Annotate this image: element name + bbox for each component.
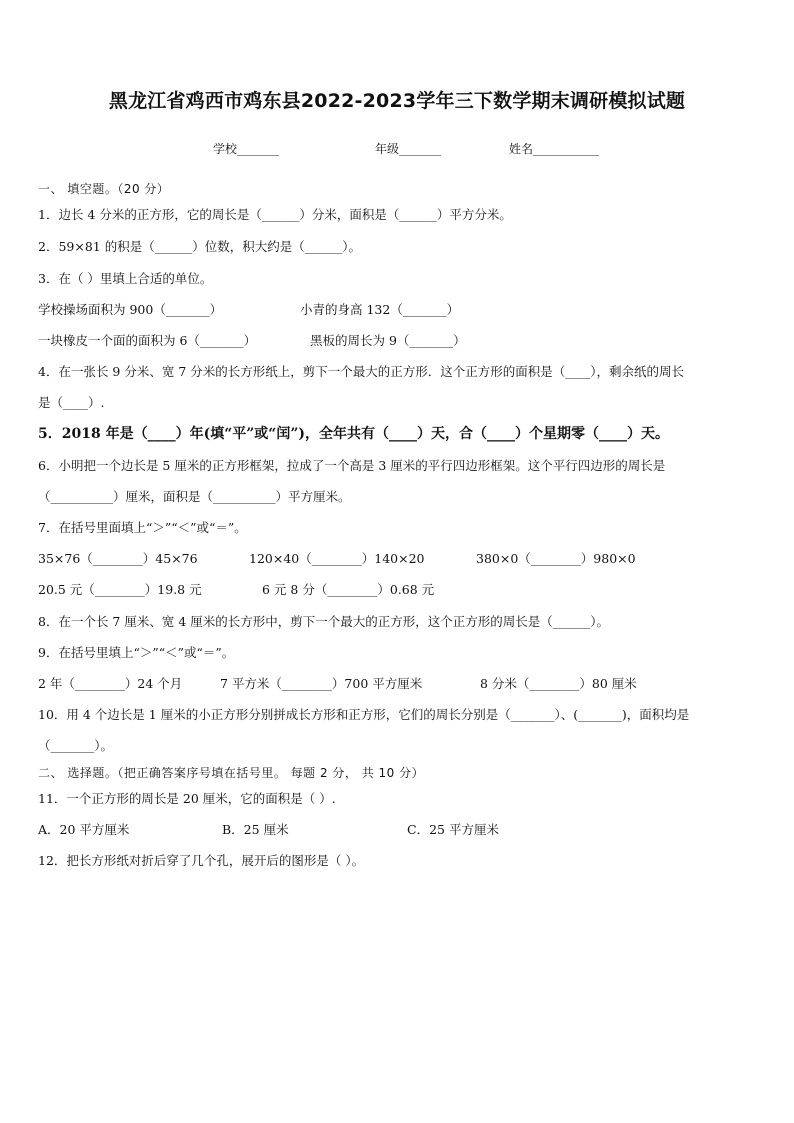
question-9-item-c: 8 分米（________）80 厘米 [480, 676, 637, 691]
section-heading-fill-blank: 一、 填空题。（20 分） [38, 182, 170, 196]
question-6-line-1: 6．小明把一个边长是 5 厘米的正方形框架，拉成了一个高是 3 厘米的平行四边形框架。这个平行四边形的周长是 [38, 458, 666, 473]
question-7-item-a: 35×76（________）45×76 [38, 551, 198, 566]
question-10-line-2: （_______）。 [38, 738, 114, 753]
question-3: 3．在（ ）里填上合适的单位。 [38, 271, 213, 286]
question-7-item-d: 20.5 元（________）19.8 元 [38, 582, 202, 597]
question-7: 7．在括号里面填上“＞”“＜”或“＝”。 [38, 520, 247, 535]
question-7-item-c: 380×0（________）980×0 [476, 551, 636, 566]
question-7-item-b: 120×40（________）140×20 [249, 551, 425, 566]
question-11-option-b: B．25 厘米 [222, 822, 289, 837]
question-3-item-c: 一块橡皮一个面的面积为 6（_______） [38, 333, 257, 348]
question-11: 11．一个正方形的周长是 20 厘米，它的面积是（ ）. [38, 791, 336, 806]
question-9-item-b: 7 平方米（________）700 平方厘米 [220, 676, 423, 691]
question-9-item-a: 2 年（________）24 个月 [38, 676, 183, 691]
question-11-option-a: A．20 平方厘米 [38, 822, 130, 837]
question-9: 9．在括号里填上“＞”“＜”或“＝”。 [38, 645, 235, 660]
question-4-line-1: 4．在一张长 9 分米、宽 7 分米的长方形纸上，剪下一个最大的正方形．这个正方形的面积是（____），剩余纸的周长 [38, 364, 685, 379]
question-3-item-a: 学校操场面积为 900（_______） [38, 302, 223, 317]
question-5: 5．2018 年是（____）年(填“平”或“闰”)，全年共有（____）天，合（____）个星期零（____）天。 [38, 426, 670, 442]
question-12: 12．把长方形纸对折后穿了几个孔，展开后的图形是（ ）。 [38, 853, 365, 868]
question-3-item-d: 黑板的周长为 9（_______） [310, 333, 466, 348]
question-7-item-e: 6 元 8 分（________）0.68 元 [262, 582, 435, 597]
question-11-option-c: C．25 平方厘米 [407, 822, 499, 837]
question-10-line-1: 10．用 4 个边长是 1 厘米的小正方形分别拼成长方形和正方形，它们的周长分别是（_______）、(_______)，面积均是 [38, 707, 690, 722]
question-6-line-2: （__________）厘米，面积是（__________）平方厘米。 [38, 489, 351, 504]
question-1: 1．边长 4 分米的正方形，它的周长是（______）分米，面积是（______）平方分米。 [38, 207, 512, 222]
question-3-item-b: 小青的身高 132（_______） [300, 302, 460, 317]
question-2: 2．59×81 的积是（______）位数，积大约是（______）。 [38, 239, 361, 254]
question-8: 8．在一个长 7 厘米、宽 4 厘米的长方形中，剪下一个最大的正方形，这个正方形的周长是（______）。 [38, 614, 610, 629]
grade-field: 年级_______ [375, 142, 442, 156]
school-field: 学校_______ [213, 142, 280, 156]
question-4-line-2: 是（____）. [38, 395, 105, 410]
name-field: 姓名___________ [509, 142, 600, 156]
section-heading-multiple-choice: 二、 选择题。（把正确答案序号填在括号里。 每题 2 分， 共 10 分） [38, 766, 425, 780]
page-title: 黑龙江省鸡西市鸡东县2022-2023学年三下数学期末调研模拟试题 [108, 90, 686, 112]
